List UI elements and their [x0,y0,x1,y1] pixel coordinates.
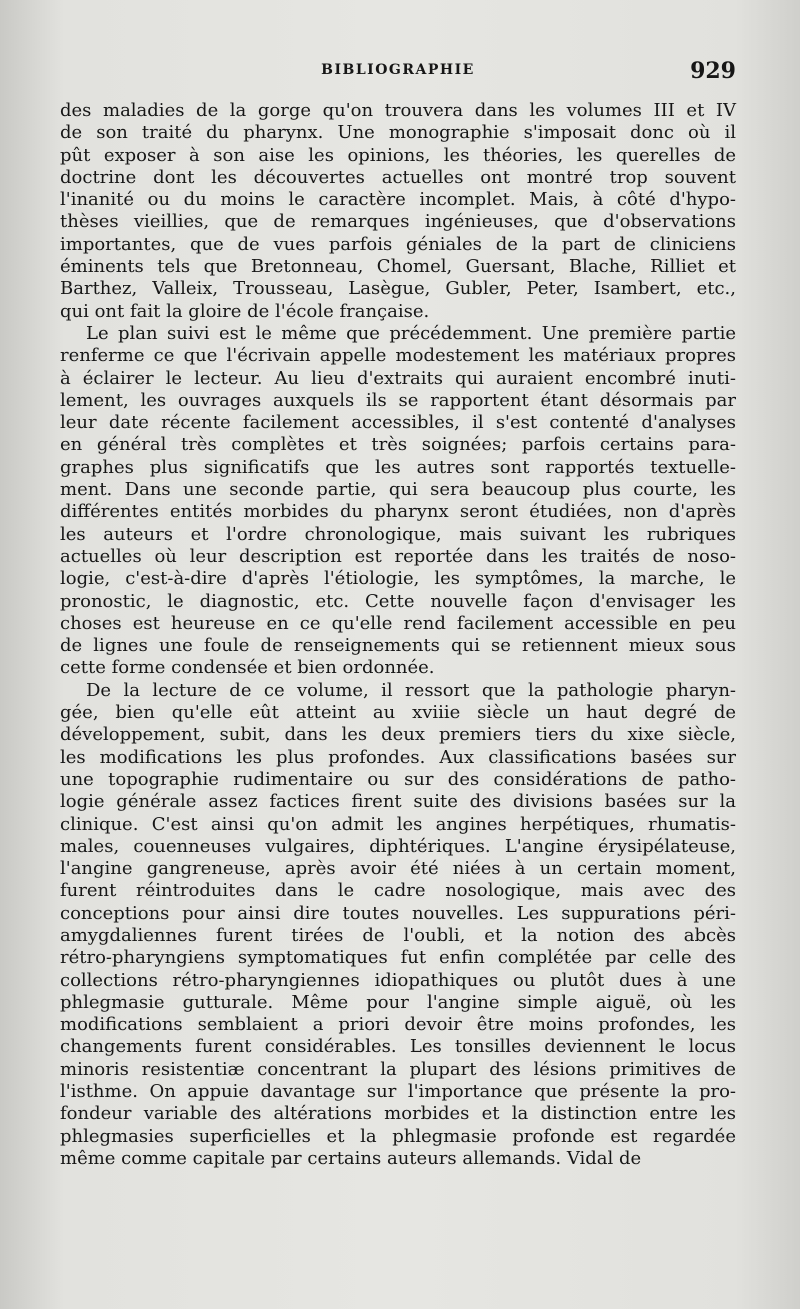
text-line: changements furent considérables. Les tonsilles deviennent le locus [60,1036,736,1058]
text-line: doctrine dont les découvertes actuelles ont montré trop souvent [60,166,736,188]
text-line: cette forme condensée et bien ordonnée. [60,657,435,679]
text-line: l'inanité ou du moins le caractère incomplet. Mais, à côté d'hypo- [60,189,736,211]
text-line: amygdaliennes furent tirées de l'oubli, et la notion des abcès [60,924,736,946]
text-line: qui ont fait la gloire de l'école française. [60,300,430,322]
text-line: males, couenneuses vulgaires, diphtériques. L'angine érysipélateuse, [60,835,736,857]
text-line: phlegmasie gutturale. Même pour l'angine simple aiguë, où les [60,991,736,1013]
paragraph [60,680,736,1171]
text-line: collections rétro-pharyngiennes idiopathiques ou plutôt dues à une [60,969,736,991]
text-line: conceptions pour ainsi dire toutes nouvelles. Les suppurations péri- [60,902,736,924]
text-line: importantes, que de vues parfois géniales de la part de cliniciens [60,233,736,255]
text-line: modifications semblaient a priori devoir être moins profondes, les [60,1014,736,1036]
paragraph [60,323,736,680]
text-line: logie, c'est-à-dire d'après l'étiologie, les symptômes, la marche, le [60,568,736,590]
text-line: graphes plus significatifs que les autres sont rapportés textuelle- [60,456,736,478]
text-line: clinique. C'est ainsi qu'on admit les angines herpétiques, rhumatis- [60,813,736,835]
text-line: à éclairer le lecteur. Au lieu d'extraits qui auraient encombré inuti- [60,367,736,389]
text-line: furent réintroduites dans le cadre nosologique, mais avec des [60,880,736,902]
paragraph [60,100,736,323]
text-line: fondeur variable des altérations morbides et la distinction entre les [60,1103,736,1125]
text-line: Le plan suivi est le même que précédemment. Une première partie [86,322,736,344]
text-line: en général très complètes et très soignées; parfois certains para- [60,434,736,456]
text-line: thèses vieillies, que de remarques ingénieuses, que d'observations [60,211,736,233]
text-line: développement, subit, dans les deux premiers tiers du xixe siècle, [60,724,736,746]
text-line: l'isthme. On appuie davantage sur l'importance que présente la pro- [60,1081,736,1103]
text-line: leur date récente facilement accessibles, il s'est contenté d'analyses [60,412,736,434]
text-line: l'angine gangreneuse, après avoir été niées à un certain moment, [60,858,736,880]
text-line: De la lecture de ce volume, il ressort que la pathologie pharyn- [86,679,736,701]
page-header [60,56,736,86]
text-line: les auteurs et l'ordre chronologique, mais suivant les rubriques [60,523,736,545]
text-line: ment. Dans une seconde partie, qui sera beaucoup plus courte, les [60,479,736,501]
text-line: Barthez, Valleix, Trousseau, Lasègue, Gubler, Peter, Isambert, etc., [60,278,736,300]
text-line: choses est heureuse en ce qu'elle rend facilement accessible en peu [60,612,736,634]
text-line: éminents tels que Bretonneau, Chomel, Guersant, Blache, Rilliet et [60,256,736,278]
text-line: minoris resistentiæ concentrant la plupart des lésions primitives de [60,1058,736,1080]
page-number: 929 [690,58,736,84]
text-line: pût exposer à son aise les opinions, les théories, les querelles de [60,144,736,166]
text-line: de son traité du pharynx. Une monographie s'imposait donc où il [60,122,736,144]
text-line: une topographie rudimentaire ou sur des considérations de patho- [60,768,736,790]
text-line: gée, bien qu'elle eût atteint au xviiie siècle un haut degré de [60,702,736,724]
text-line: phlegmasies superficielles et la phlegmasie profonde est regardée [60,1125,736,1147]
text-line: lement, les ouvrages auxquels ils se rapportent étant désormais par [60,389,736,411]
text-line: pronostic, le diagnostic, etc. Cette nouvelle façon d'envisager les [60,590,736,612]
text-line: les modifications les plus profondes. Aux classifications basées sur [60,746,736,768]
running-title: BIBLIOGRAPHIE [321,62,475,78]
text-line: des maladies de la gorge qu'on trouvera dans les volumes III et IV [60,100,736,121]
text-line: même comme capitale par certains auteurs allemands. Vidal de [60,1147,642,1169]
text-line: rétro-pharyngiens symptomatiques fut enfin complétée par celle des [60,947,736,969]
text-line: de lignes une foule de renseignements qui se retiennent mieux sous [60,635,736,657]
text-line: différentes entités morbides du pharynx seront étudiées, non d'après [60,501,736,523]
body-text [60,100,736,1170]
text-line: actuelles où leur description est reportée dans les traités de noso- [60,545,736,567]
text-line: renferme ce que l'écrivain appelle modestement les matériaux propres [60,345,736,367]
text-line: logie générale assez factices firent suite des divisions basées sur la [60,791,736,813]
